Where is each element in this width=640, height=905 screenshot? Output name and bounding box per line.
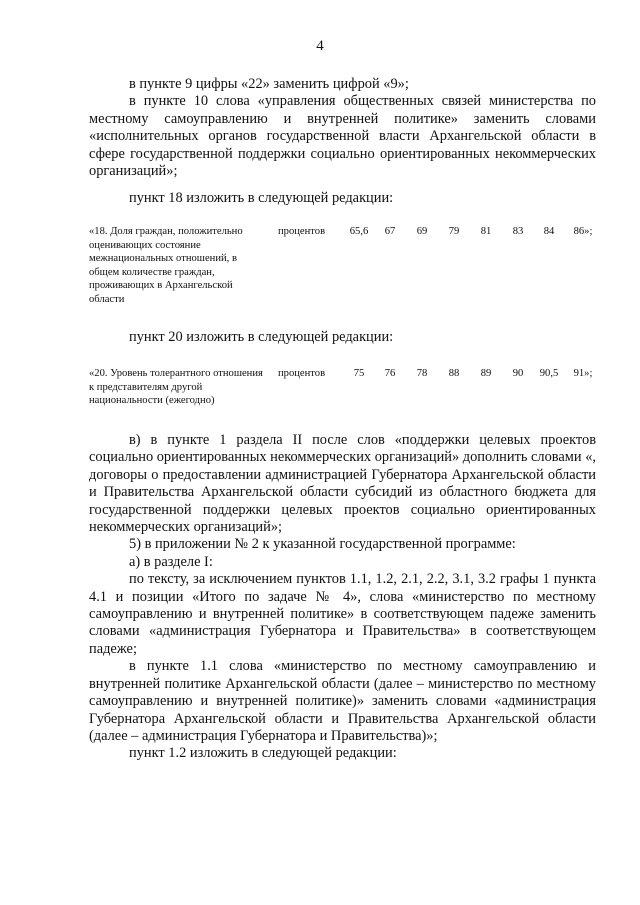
paragraph: 5) в приложении № 2 к указанной государственной программе: [129, 536, 516, 553]
indicator-value: 78 [416, 368, 428, 379]
item-20-intro [89, 329, 596, 346]
paragraph: а) в разделе I: [129, 553, 213, 570]
paragraph: пункт 18 изложить в следующей редакции: [129, 190, 394, 206]
indicator-value: 89 [480, 368, 492, 379]
indicator-value: 75 [353, 368, 365, 379]
indicator-value: 91»; [573, 368, 593, 379]
paragraph: в) в пункте 1 раздела II после слов «поддержки целевых проектов социально ориентированных некоммерческих организаций» дополнить словами «, договоры о предоставлении администрацией Губернатора Архангельской области и Правительства Архангельской области субсидий из областного бюджета для государственной поддержки целевых проектов социально ориентированных некоммерческих организаций»; [89, 432, 596, 536]
indicator-name: «20. Уровень толерантного отношения к представителям другой национальности (ежегодно) [89, 368, 263, 407]
paragraph: в пункте 9 цифры «22» заменить цифрой «9»; [129, 76, 409, 92]
amendments-block-2 [89, 432, 596, 763]
indicator-value: 76 [384, 368, 396, 379]
indicator-value: 88 [448, 368, 460, 379]
paragraph: в пункте 1.1 слова «министерство по местному самоуправлению и внутренней политике Архангельской области (далее – министерство по местному самоуправлению и внутренней политике)» заменить словами «администрация Губернатора Архангельской области и Правительства Архангельской области (далее – администрация Губернатора и Правительства)»; [89, 658, 596, 744]
indicator-name: «18. Доля граждан, положительно оценивающих состояние межнациональных отношений, в общем количестве граждан, проживающих в Архангельской области [89, 226, 243, 305]
indicator-value: 83 [512, 226, 524, 237]
indicator-value: 79 [448, 226, 460, 237]
indicator-value: 84 [543, 226, 555, 237]
amendments-block-1 [89, 76, 596, 180]
indicator-unit: процентов [278, 226, 326, 237]
paragraph: по тексту, за исключением пунктов 1.1, 1.2, 2.1, 2.2, 3.1, 3.2 графы 1 пункта 4.1 и позиции «Итого по задаче № 4», слова «министерство по местному самоуправлению и внутренней политике» в соответствующем падеже заменить словами «администрация Губернатора и Правительства» в соответствующем падеже; [89, 571, 596, 657]
paragraph: в пункте 10 слова «управления общественных связей министерства по местному самоуправлению и внутренней политике» заменить словами «исполнительных органов государственной власти Архангельской области в сфере государственной поддержки социально ориентированных некоммерческих организаций»; [89, 93, 596, 180]
indicator-unit: процентов [278, 368, 326, 379]
indicator-value: 86»; [573, 226, 593, 237]
indicator-value: 90 [512, 368, 524, 379]
page-number: 4 [316, 38, 324, 54]
item-18-intro [89, 190, 596, 207]
indicator-value: 81 [480, 226, 492, 237]
paragraph: пункт 20 изложить в следующей редакции: [129, 329, 394, 345]
indicator-value: 65,6 [349, 226, 369, 237]
paragraph: пункт 1.2 изложить в следующей редакции: [129, 745, 397, 762]
indicator-value: 90,5 [539, 368, 559, 379]
indicator-value: 67 [384, 226, 396, 237]
indicator-value: 69 [416, 226, 428, 237]
